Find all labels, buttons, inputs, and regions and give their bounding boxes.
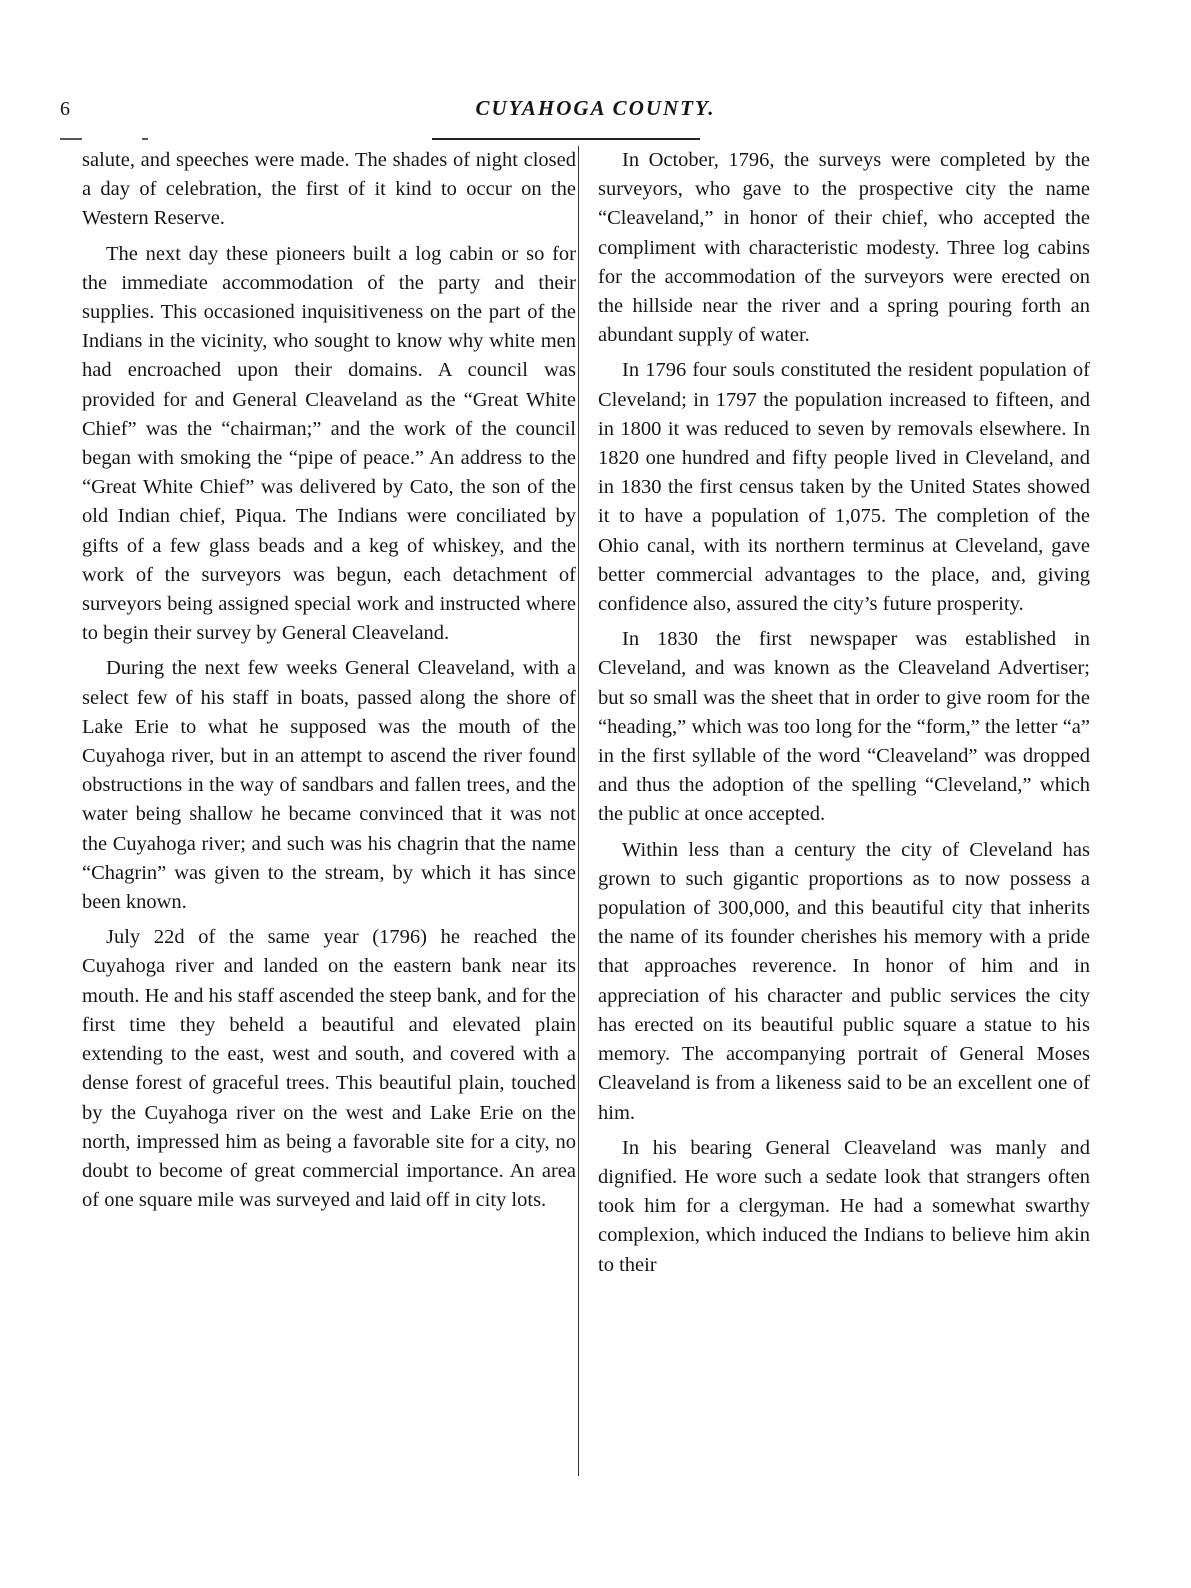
right-column — [598, 146, 1090, 1286]
paragraph: During the next few weeks General Cleaveland, with a select few of his staff in boats, passed along the shore of Lake Erie to what he supposed was the mouth of the Cuyahoga river, but in an attempt to ascend the river found obstructions in the way of sandbars and fallen trees, and the water being shallow he became convinced that it was not the Cuyahoga river; and such was his chagrin that the name “Chagrin” was given to the stream, by which it has since been known. — [82, 657, 576, 914]
paragraph: In his bearing General Cleaveland was manly and dignified. He wore such a sedate look that strangers often took him for a clergyman. He had a somewhat swarthy complexion, which induced the Indians to believe him akin to their — [598, 1136, 1090, 1276]
running-title: CUYAHOGA COUNTY. — [475, 96, 716, 120]
paragraph: Within less than a century the city of Cleveland has grown to such gigantic proportions as to now possess a population of 300,000, and this beautiful city that inherits the name of its founder cherishes his memory with a pride that approaches reverence. In honor of him and in appreciation of his character and public services the city has erected on its beautiful public square a statue to his memory. The accompanying portrait of General Moses Cleaveland is from a likeness said to be an excellent one of him. — [598, 838, 1090, 1124]
page-number: 6 — [60, 98, 70, 120]
paragraph: salute, and speeches were made. The shades of night closed a day of celebration, the first of it kind to occur on the Western Reserve. — [82, 149, 576, 230]
left-column — [82, 146, 576, 1221]
paragraph: In 1796 four souls constituted the resident population of Cleveland; in 1797 the population increased to fifteen, and in 1800 it was reduced to seven by removals elsewhere. In 1820 one hundred and fifty people lived in Cleveland, and in 1830 the first census taken by the United States showed it to have a population of 1,075. The completion of the Ohio canal, with its northern terminus at Cleveland, gave better commercial advantages to the place, and, giving confidence also, assured the city’s future prosperity. — [598, 359, 1090, 616]
header-rule — [432, 138, 700, 140]
paragraph: The next day these pioneers built a log cabin or so for the immediate accommodation of the party and their supplies. This occasioned inquisitiveness on the part of the Indians in the vicinity, who sought to know why white men had encroached upon their domains. A council was provided for and General Cleaveland as the “Great White Chief” was the “chairman;” and the work of the council began with smoking the “pipe of peace.” An address to the “Great White Chief” was delivered by Cato, the son of the old Indian chief, Piqua. The Indians were conciliated by gifts of a few glass beads and a keg of whiskey, and the work of the surveyors was begun, each detachment of surveyors being assigned special work and instructed where to begin their survey by General Cleaveland. — [82, 242, 576, 645]
paragraph: In October, 1796, the surveys were completed by the surveyors, who gave to the prospective city the name “Cleaveland,” in honor of their chief, who accepted the compliment with characteristic modesty. Three log cabins for the accommodation of the surveyors were erected on the hillside near the river and a spring pouring forth an abundant supply of water. — [598, 149, 1090, 347]
header-mark-left — [60, 138, 82, 140]
column-divider — [578, 146, 579, 1476]
header-mark-small — [142, 138, 148, 140]
paragraph: July 22d of the same year (1796) he reached the Cuyahoga river and landed on the eastern bank near its mouth. He and his staff ascended the steep bank, and for the first time they beheld a beautiful and elevated plain extending to the east, west and south, and covered with a dense forest of graceful trees. This beautiful plain, touched by the Cuyahoga river on the west and Lake Erie on the north, impressed him as being a favorable site for a city, no doubt to become of great commercial importance. An area of one square mile was surveyed and laid off in city lots. — [82, 926, 576, 1212]
paragraph: In 1830 the first newspaper was established in Cleveland, and was known as the Cleaveland Advertiser; but so small was the sheet that in order to give room for the “heading,” which was too long for the “form,” the letter “a” in the first syllable of the word “Cleaveland” was dropped and thus the adoption of the spelling “Cleveland,” which the public at once accepted. — [598, 628, 1090, 826]
